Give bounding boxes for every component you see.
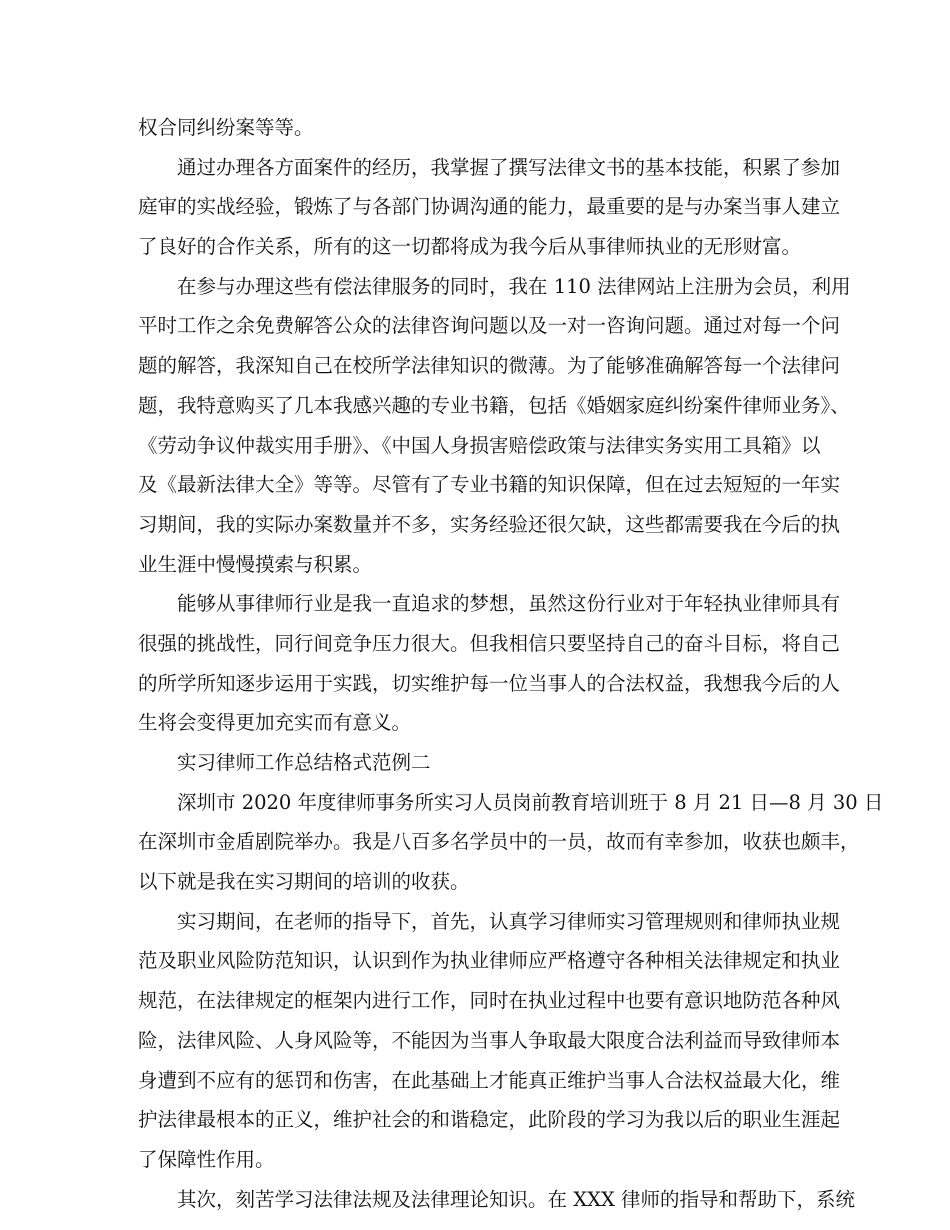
text-line: 护法律最根本的正义，维护社会的和谐稳定，此阶段的学习为我以后的职业生涯起 [138,1108,841,1132]
text-line: 习期间，我的实际办案数量并不多，实务经验还很欠缺，这些都需要我在今后的执 [138,512,841,536]
section-heading: 实习律师工作总结格式范例二 [177,751,431,774]
text-line: 庭审的实战经验，锻炼了与各部门协调沟通的能力，最重要的是与办案当事人建立 [138,195,841,219]
text-line: 生将会变得更加充实而有意义。 [138,711,412,735]
document-body [138,108,884,1219]
text-line: 及《最新法律大全》等等。尽管有了专业书籍的知识保障，但在过去短短的一年实 [138,473,841,497]
text-line: 题的解答，我深知自己在校所学法律知识的微薄。为了能够准确解答每一个法律问 [138,354,841,378]
text-line: 以下就是我在实习期间的培训的收获。 [138,870,470,894]
text-line: 了良好的合作关系，所有的这一切都将成为我今后从事律师执业的无形财富。 [138,235,802,259]
text-line: 实习期间，在老师的指导下，首先，认真学习律师实习管理规则和律师执业规 [177,909,841,933]
text-line: 平时工作之余免费解答公众的法律咨询问题以及一对一咨询问题。通过对每一个问 [138,314,841,338]
text-line: 了保障性作用。 [138,1147,275,1171]
text-line: 规范，在法律规定的框架内进行工作，同时在执业过程中也要有意识地防范各种风 [138,989,841,1013]
text-line: 权合同纠纷案等等。 [138,116,314,139]
text-line: 范及职业风险防范知识，认识到作为执业律师应严格遵守各种相关法律规定和执业 [138,949,841,973]
text-line: 险，法律风险、人身风险等，不能因为当事人争取最大限度合法利益而导致律师本 [138,1028,841,1052]
text-line: 的所学所知逐步运用于实践，切实维护每一位当事人的合法权益，我想我今后的人 [138,671,841,695]
text-line: 在深圳市金盾剧院举办。我是八百多名学员中的一员，故而有幸参加，收获也颇丰， [138,830,860,854]
text-line: 很强的挑战性，同行间竞争压力很大。但我相信只要坚持自己的奋斗目标，将自己 [138,631,841,655]
text-line: 其次，刻苦学习法律法规及法律理论知识。在 XXX 律师的指导和帮助下，系统 [177,1187,856,1211]
text-line: 深圳市 2020 年度律师事务所实习人员岗前教育培训班于 8 月 21 日—8 月 30 日 [177,790,884,814]
text-line: 题，我特意购买了几本我感兴趣的专业书籍，包括《婚姻家庭纠纷案件律师业务》、 [138,393,850,417]
text-line: 身遭到不应有的惩罚和伤害，在此基础上才能真正维护当事人合法权益最大化，维 [138,1068,841,1092]
text-line: 在参与办理这些有偿法律服务的同时，我在 110 法律网站上注册为会员，利用 [177,274,851,298]
text-line: 业生涯中慢慢摸索与积累。 [138,552,373,576]
text-line: 能够从事律师行业是我一直追求的梦想，虽然这份行业对于年轻执业律师具有 [177,592,841,616]
text-line: 通过办理各方面案件的经历，我掌握了撰写法律文书的基本技能，积累了参加 [177,155,841,179]
text-line: 《劳动争议仲裁实用手册》、《中国人身损害赔偿政策与法律实务实用工具箱》以 [138,433,821,457]
